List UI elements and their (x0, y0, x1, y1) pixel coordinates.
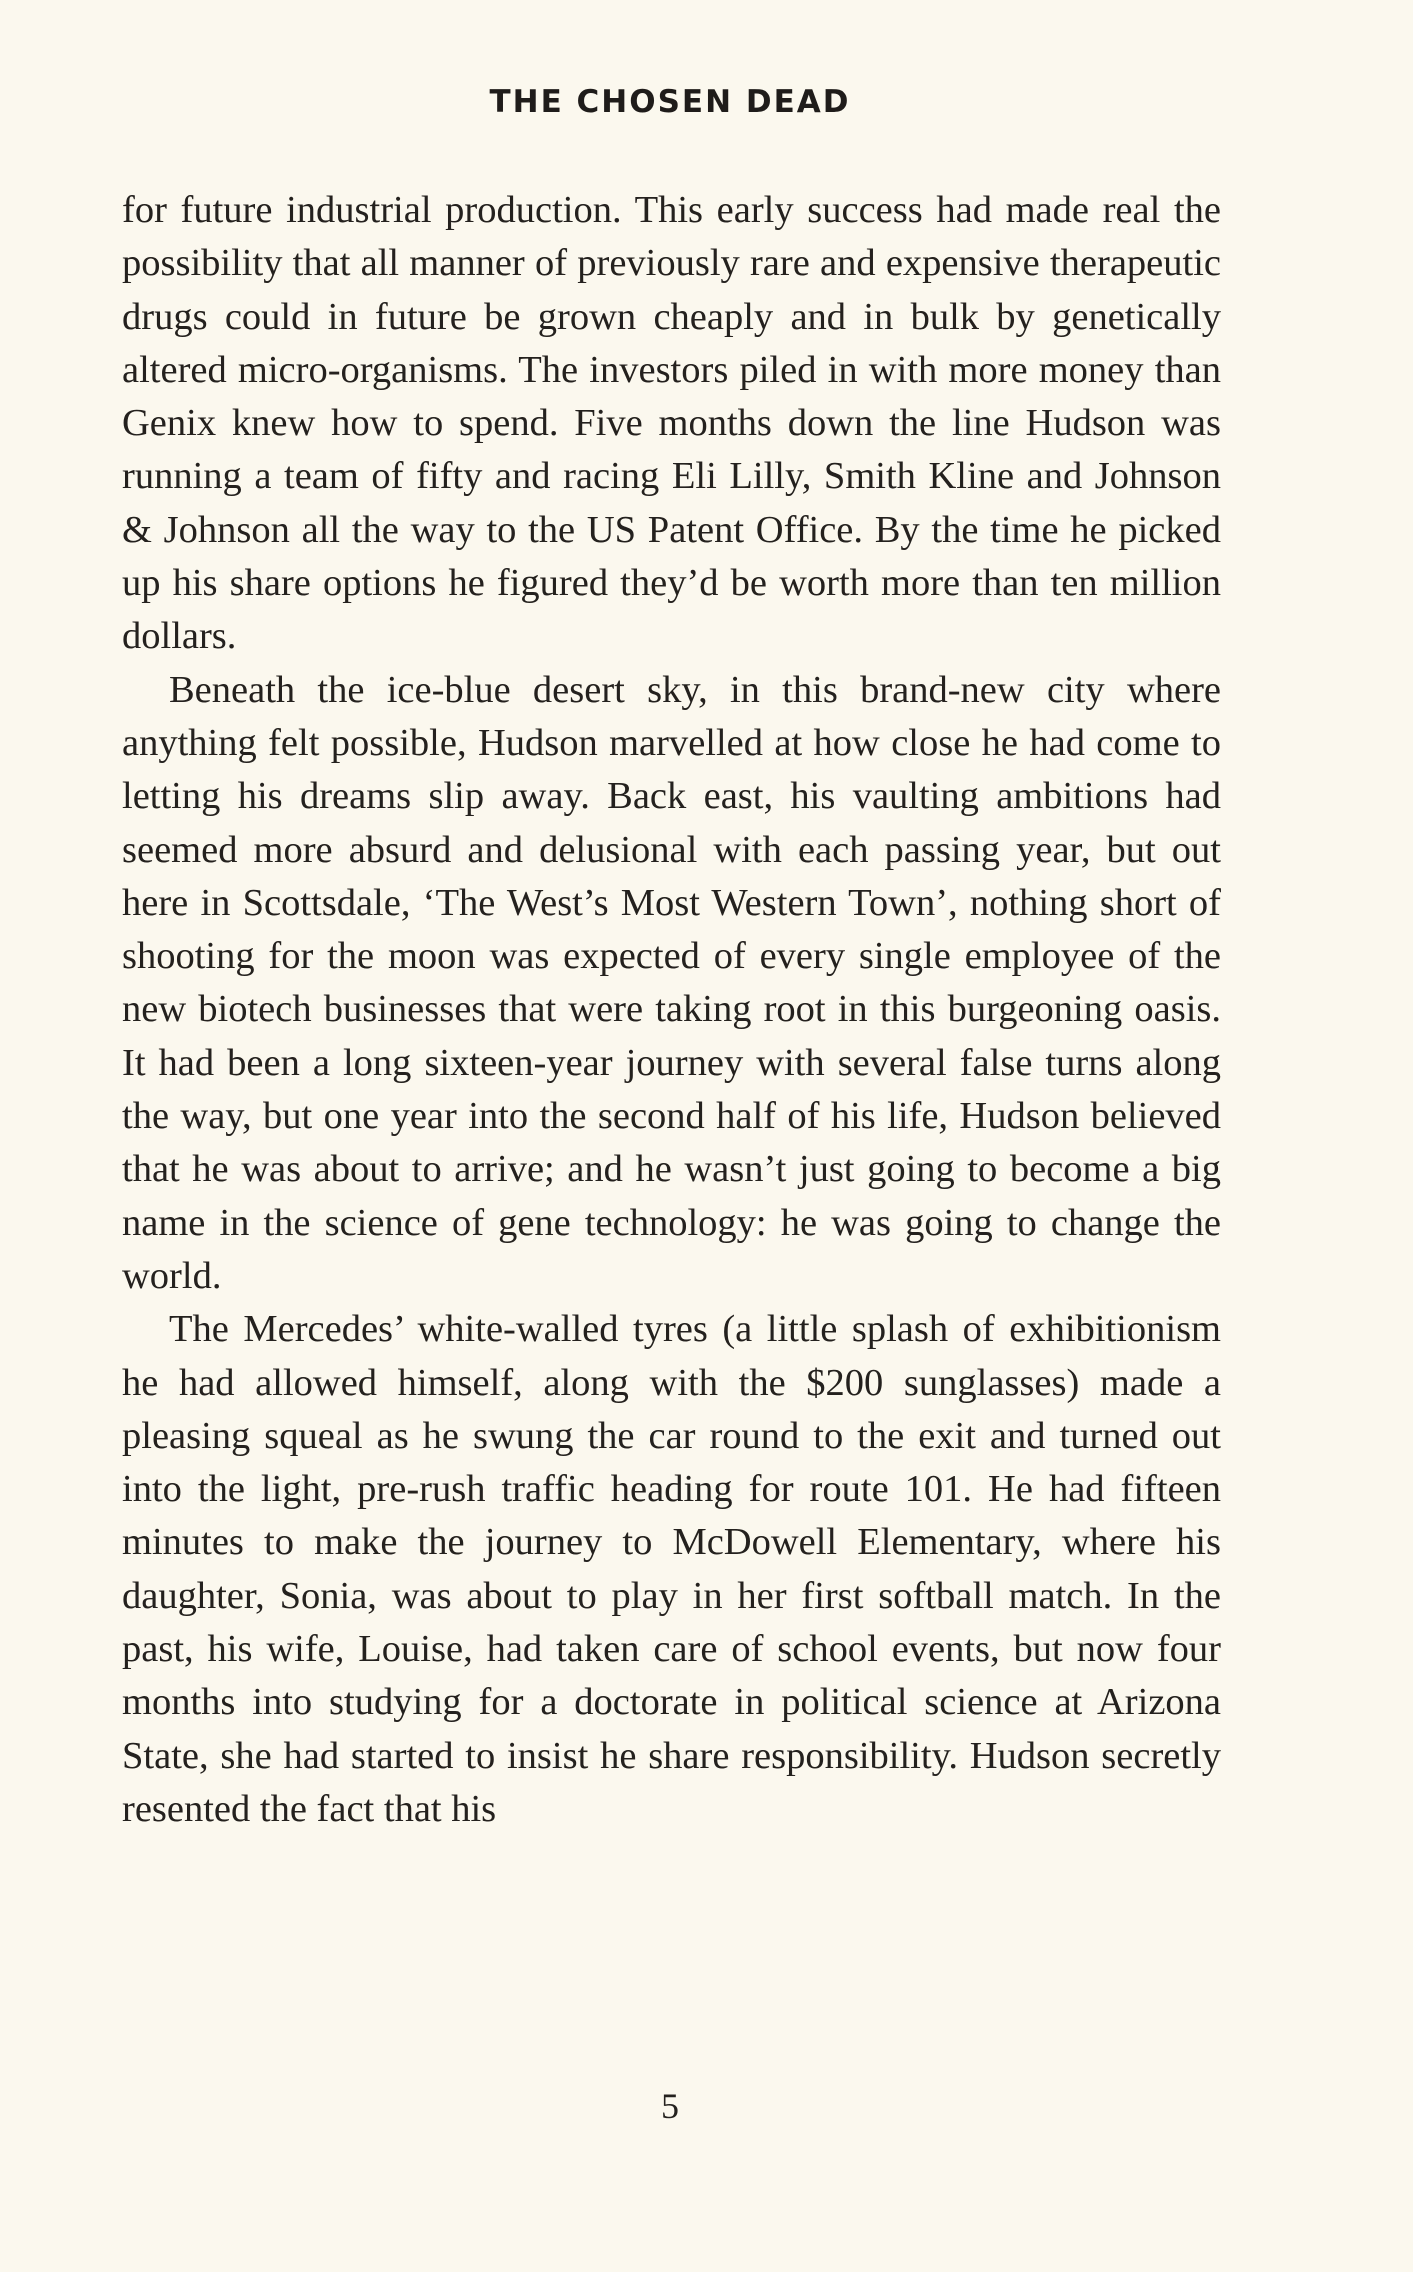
body-text (122, 184, 1221, 1836)
paragraph-1: for future industrial production. This early success had made real the possibility that all manner of previously rare and expensive therapeutic drugs could in future be grown cheaply and in bulk by genetically altered micro-organisms. The investors piled in with more money than Genix knew how to spend. Five months down the line Hudson was running a team of fifty and racing Eli Lilly, Smith Kline and Johnson & Johnson all the way to the US Patent Office. By the time he picked up his share options he figured they’d be worth more than ten million dollars. (122, 189, 1221, 658)
page-number: 5 (661, 2086, 679, 2126)
paragraph-3: The Mercedes’ white-walled tyres (a little splash of exhibitionism he had allowed himself, along with the $200 sunglasses) made a pleasing squeal as he swung the car round to the exit and turned out into the light, pre-rush traffic heading for route 101. He had fifteen minutes to make the journey to McDowell Elementary, where his daughter, Sonia, was about to play in her first softball match. In the past, his wife, Louise, had taken care of school events, but now four months into studying for a doctorate in political science at Arizona State, she had started to insist he share responsibility. Hudson secretly resented the fact that his (122, 1308, 1221, 1830)
running-head: THE CHOSEN DEAD (489, 84, 851, 120)
paragraph-2: Beneath the ice-blue desert sky, in this brand-new city where anything felt possible, Hudson marvelled at how close he had come to letting his dreams slip away. Back east, his vaulting ambitions had seemed more absurd and delusional with each passing year, but out here in Scottsdale, ‘The West’s Most Western Town’, nothing short of shooting for the moon was expected of every single employee of the new biotech businesses that were taking root in this burgeoning oasis. It had been a long sixteen-year journey with several false turns along the way, but one year into the second half of his life, Hudson believed that he was about to arrive; and he wasn’t just going to become a big name in the science of gene technology: he was going to change the world. (122, 668, 1221, 1297)
